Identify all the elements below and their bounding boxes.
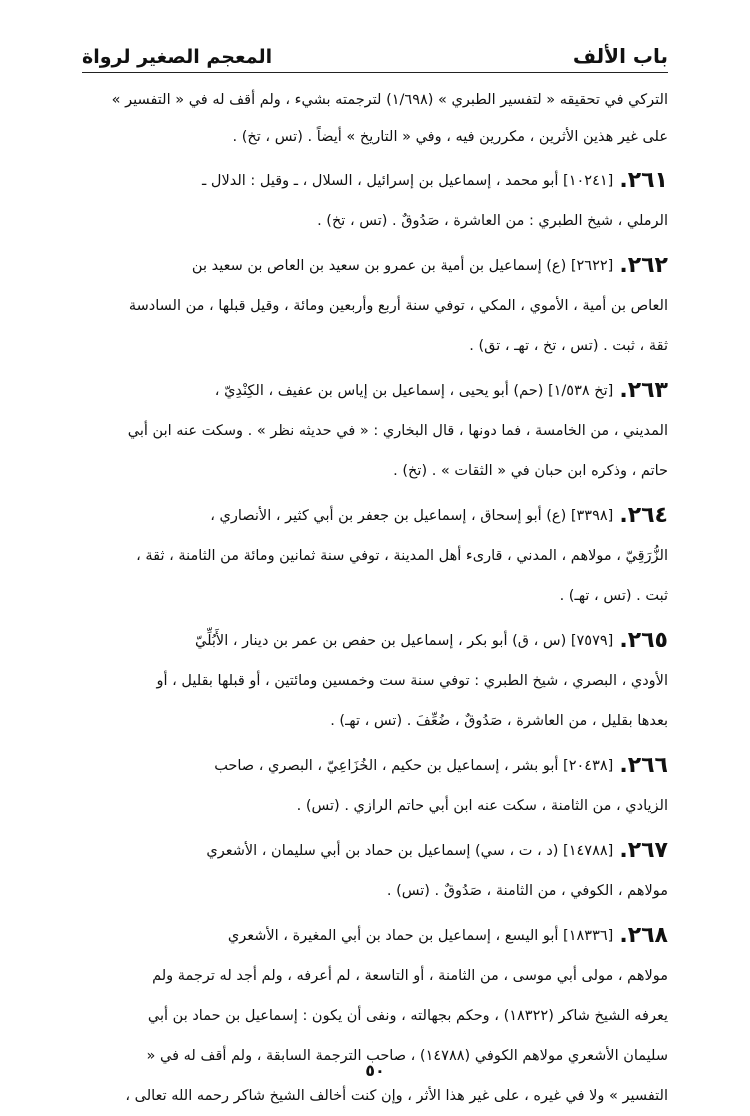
page-body <box>82 82 668 1116</box>
entry-264 <box>82 496 668 616</box>
entry-266 <box>82 746 668 826</box>
entry-number: ٢٦٨. <box>619 923 668 948</box>
continuation-paragraph <box>82 82 668 156</box>
text-line: مولاهم ، الكوفي ، من الثامنة ، صَدُوقٌ . (تس) . <box>386 882 668 899</box>
text-line: ثبت . (تس ، تهـ) . <box>559 587 668 604</box>
text-line: [١٨٣٣٦] أبو اليسع ، إسماعيل بن حماد بن أبي المغيرة ، الأشعري <box>227 927 614 944</box>
text-line: المديني ، من الخامسة ، فما دونها ، قال البخاري : « في حديثه نظر » . وسكت عنه ابن أبي <box>127 422 668 439</box>
text-line: [١٤٧٨٨] (د ، ت ، سي) إسماعيل بن حماد بن أبي سليمان ، الأشعري <box>206 842 614 859</box>
entry-number: ٢٦٢. <box>619 253 668 278</box>
text-line: الرملي ، شيخ الطبري : من العاشرة ، صَدُوقٌ . (تس ، تخ) . <box>317 212 668 229</box>
text-line: الزُّرَقِيّ ، مولاهم ، المدني ، قارىء أهل المدينة ، توفي سنة ثمانين ومائة من الثامنة ، ثقة ، <box>136 547 668 564</box>
running-header <box>82 28 668 68</box>
book-title: المعجم الصغير لرواة <box>82 46 273 68</box>
text-line: [٧٥٧٩] (س ، ق) أبو بكر ، إسماعيل بن حفص بن عمر بن دينار ، الأَبُلِّيّ <box>195 632 614 649</box>
entry-268 <box>82 916 668 1116</box>
entry-number: ٢٦١. <box>619 168 668 193</box>
text-line: [٢٦٢٢] (ع) إسماعيل بن أمية بن عمرو بن سعيد بن العاص بن سعيد بن <box>191 257 614 274</box>
entry-number: ٢٦٦. <box>619 753 668 778</box>
entry-262 <box>82 246 668 366</box>
text-line: يعرفه الشيخ شاكر (١٨٣٢٢) ، وحكم بجهالته ، ونفى أن يكون : إسماعيل بن حماد بن أبي <box>147 1007 668 1024</box>
section-title: باب الألف <box>572 44 668 68</box>
entry-265 <box>82 621 668 741</box>
entry-263 <box>82 371 668 491</box>
text-line: بعدها بقليل ، من العاشرة ، صَدُوقٌ ، ضُعِّفَ . (تس ، تهـ) . <box>330 712 668 729</box>
header-rule <box>82 72 668 73</box>
entry-261 <box>82 161 668 241</box>
entry-number: ٢٦٥. <box>619 628 668 653</box>
text-line: [تخ ١/٥٣٨] (حم) أبو يحيى ، إسماعيل بن إياس بن عفيف ، الكِنْدِيّ ، <box>214 382 614 399</box>
entry-267 <box>82 831 668 911</box>
text-line: [١٠٢٤١] أبو محمد ، إسماعيل بن إسرائيل ، السلال ، ـ وقيل : الدلال ـ <box>202 172 614 189</box>
text-line: [٢٠٤٣٨] أبو بشر ، إسماعيل بن حكيم ، الخُزَاعِيّ ، البصري ، صاحب <box>214 757 614 774</box>
text-line: التركي في تحقيقه « لتفسير الطبري » (١/٦٩٨) لترجمته بشيء ، ولم أقف له في « التفسير » <box>111 92 668 109</box>
text-line: على غير هذين الأثرين ، مكررين فيه ، وفي « التاريخ » أيضاً . (تس ، تخ) . <box>232 129 668 146</box>
text-line: الزيادي ، من الثامنة ، سكت عنه ابن أبي حاتم الرازي . (تس) . <box>296 797 668 814</box>
text-line: سليمان الأشعري مولاهم الكوفي (١٤٧٨٨) ، صاحب الترجمة السابقة ، ولم أقف له في « <box>146 1047 668 1064</box>
text-line: حاتم ، وذكره ابن حبان في « الثقات » . (تخ) . <box>393 462 668 479</box>
text-line: العاص بن أمية ، الأموي ، المكي ، توفي سنة أربع وأربعين ومائة ، وقيل قبلها ، من السادسة <box>128 297 668 314</box>
page-number: ٥٠ <box>365 1061 385 1080</box>
text-line: مولاهم ، مولى أبي موسى ، من الثامنة ، أو التاسعة ، لم أعرفه ، ولم أجد له ترجمة ولم <box>152 967 668 984</box>
text-line: التفسير » ولا في غيره ، على غير هذا الأثر ، وإن كنت أخالف الشيخ شاكر رحمه الله تعالى ، <box>125 1087 668 1104</box>
entry-number: ٢٦٤. <box>619 503 668 528</box>
text-line: [٣٣٩٨] (ع) أبو إسحاق ، إسماعيل بن جعفر بن أبي كثير ، الأنصاري ، <box>210 507 614 524</box>
text-line: الأودي ، البصري ، شيخ الطبري : توفي سنة ست وخمسين ومائتين ، أو قبلها بقليل ، أو <box>156 672 668 689</box>
entry-number: ٢٦٧. <box>619 838 668 863</box>
entry-number: ٢٦٣. <box>619 378 668 403</box>
text-line: ثقة ، ثبت . (تس ، تخ ، تهـ ، تق) . <box>469 337 668 354</box>
